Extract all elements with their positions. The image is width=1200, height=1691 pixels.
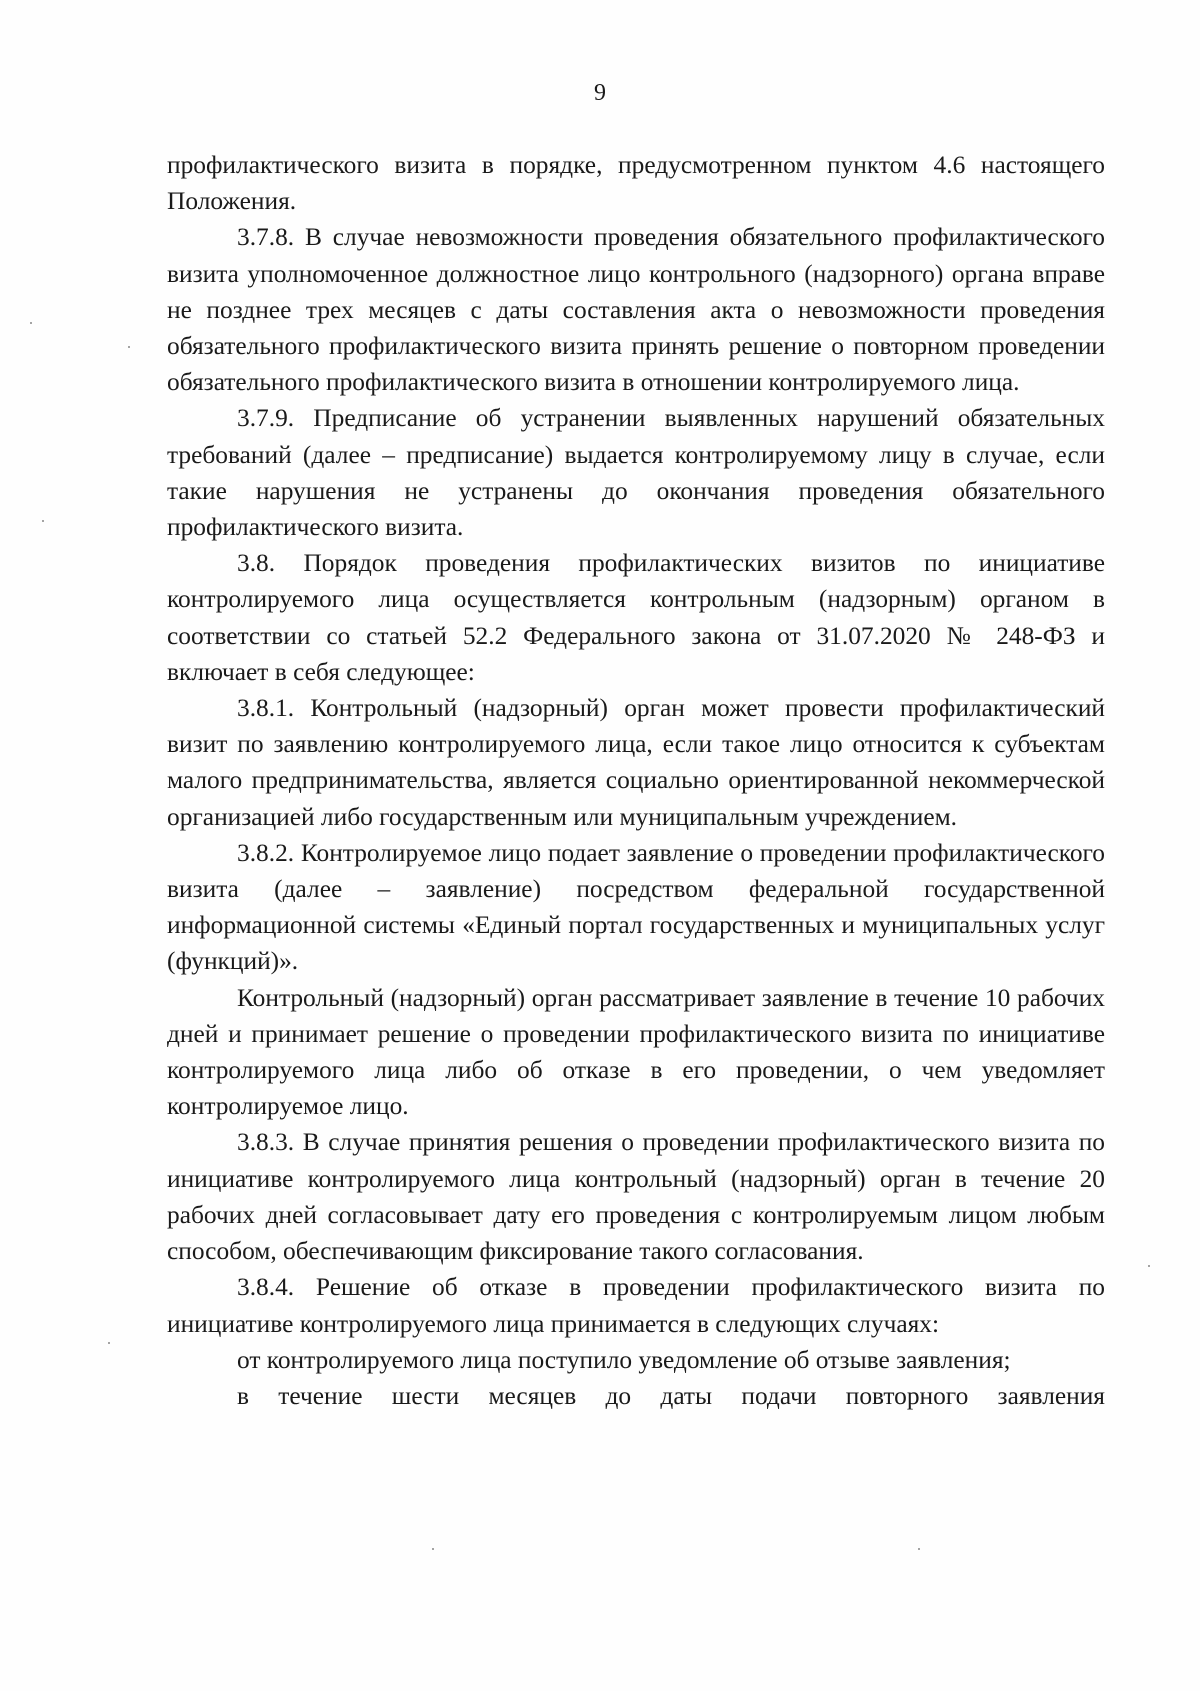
scan-speck — [1148, 1265, 1150, 1267]
paragraph-review-terms: Контрольный (надзорный) орган рассматривает заявление в течение 10 рабочих дней и принимает решение о проведении профилактического визита по инициативе контролируемого лица либо об отказе в его проведении, о чем уведомляет контролируемое лицо. — [167, 983, 1105, 1121]
paragraph-refusal-case-2: в течение шести месяцев до даты подачи повторного заявления — [237, 1381, 1105, 1410]
paragraph-3-8-1: 3.8.1. Контрольный (надзорный) орган может провести профилактический визит по заявлению контролируемого лица, если такое лицо относится к субъектам малого предпринимательства, является социально ориентированной некоммерческой организацией либо государственным или муниципальным учреждением. — [167, 694, 1105, 831]
paragraph-3-8-2: 3.8.2. Контролируемое лицо подает заявление о проведении профилактического визита (далее – заявление) посредством федеральной государственной информационной системы «Единый портал государственных и муниципальных услуг (функций)». — [167, 838, 1105, 976]
page-number: 9 — [594, 80, 606, 106]
scan-speck — [128, 346, 130, 348]
scan-speck — [42, 520, 44, 522]
paragraph-3-7-9: 3.7.9. Предписание об устранении выявленных нарушений обязательных требований (далее – предписание) выдается контролируемому лицу в случае, если такие нарушения не устранены до окончания проведения обязательного профилактического визита. — [167, 404, 1105, 542]
paragraph-continuation: профилактического визита в порядке, предусмотренном пунктом 4.6 настоящего Положения. — [167, 151, 1105, 216]
document-body — [167, 147, 1105, 1414]
scan-speck — [432, 1548, 434, 1550]
paragraph-refusal-case-1: от контролируемого лица поступило уведомление об отзыве заявления; — [237, 1345, 1011, 1374]
paragraph-3-7-8: 3.7.8. В случае невозможности проведения обязательного профилактического визита уполномоченное должностное лицо контрольного (надзорного) органа вправе не позднее трех месяцев с даты составления акта о невозможности проведения обязательного профилактического визита принять решение о повторном проведении обязательного профилактического визита в отношении контролируемого лица. — [167, 223, 1105, 397]
paragraph-3-8: 3.8. Порядок проведения профилактических визитов по инициативе контролируемого лица осуществляется контрольным (надзорным) органом в соответствии со статьей 52.2 Федерального закона от 31.07.2020 № 248-ФЗ и включает в себя следующее: — [167, 549, 1105, 686]
paragraph-3-8-3: 3.8.3. В случае принятия решения о проведении профилактического визита по инициативе контролируемого лица контрольный (надзорный) орган в течение 20 рабочих дней согласовывает дату его проведения с контролируемым лицом любым способом, обеспечивающим фиксирование такого согласования. — [167, 1128, 1105, 1266]
scan-speck — [918, 1548, 920, 1550]
paragraph-3-8-4: 3.8.4. Решение об отказе в проведении профилактического визита по инициативе контролируемого лица принимается в следующих случаях: — [167, 1273, 1105, 1338]
scan-speck — [108, 1342, 110, 1344]
scan-speck — [30, 322, 32, 324]
